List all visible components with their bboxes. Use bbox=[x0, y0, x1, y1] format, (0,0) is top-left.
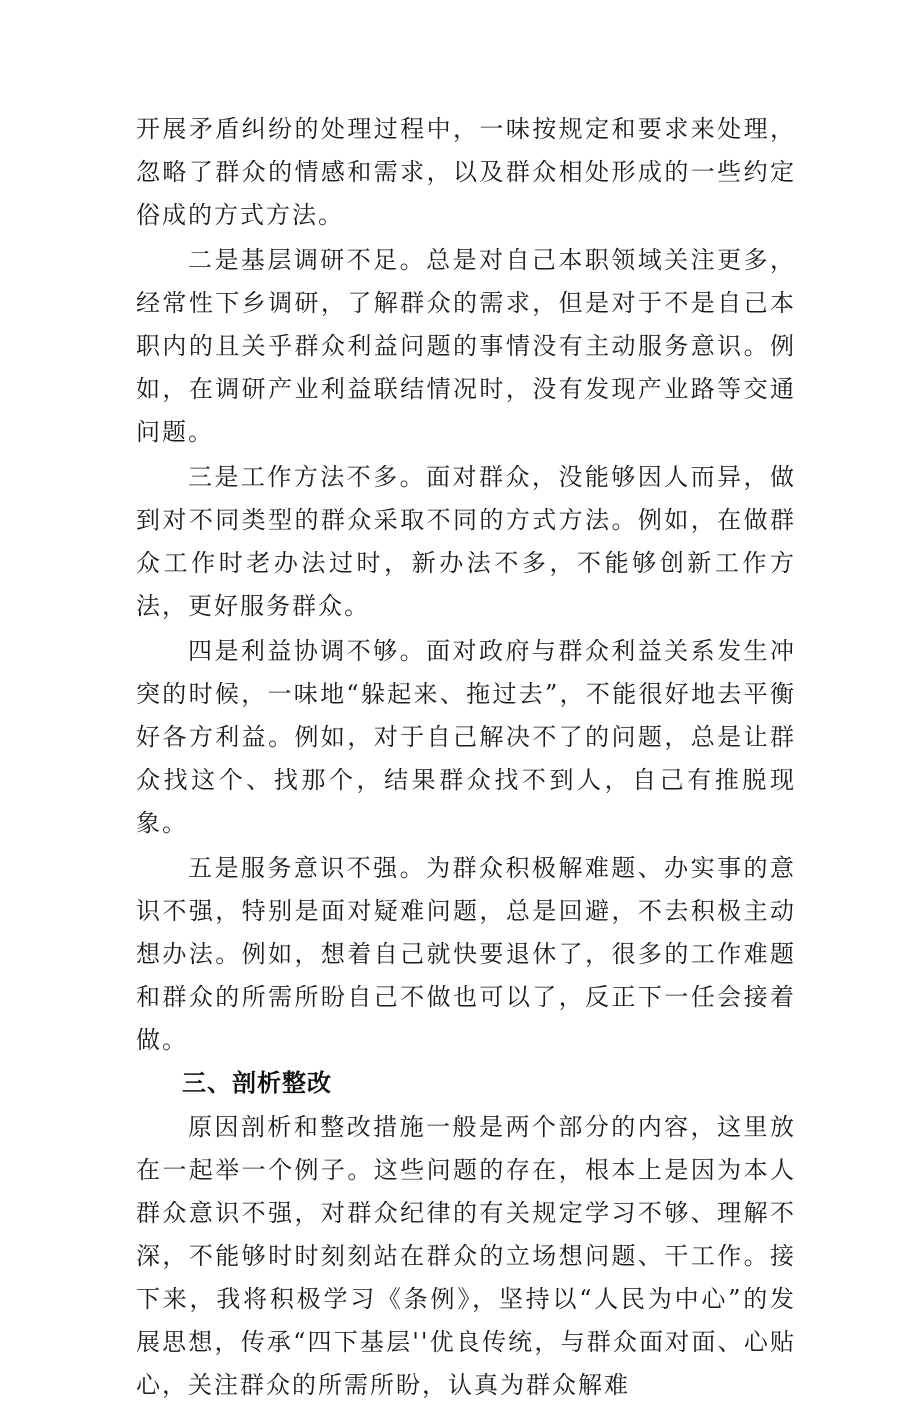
paragraph-work-methods: 三是工作方法不多。面对群众，没能够因人而异，做到对不同类型的群众采取不同的方式方法。例如，在做群众工作时老办法过时，新办法不多，不能够创新工作方法，更好服务群众。 bbox=[136, 463, 796, 620]
paragraph-service-awareness: 五是服务意识不强。为群众积极解难题、办实事的意识不强，特别是面对疑难问题，总是回避，不去积极主动想办法。例如，想着自己就快要退休了，很多的工作难题和群众的所需所盼自己不做也可以了，反正下一任会接着做。 bbox=[136, 854, 796, 1054]
paragraph-continuation: 开展矛盾纠纷的处理过程中，一味按规定和要求来处理，忽略了群众的情感和需求，以及群众相处形成的一些约定俗成的方式方法。 bbox=[136, 115, 796, 229]
document-body bbox=[136, 108, 796, 1407]
paragraph-analysis-rectification: 原因剖析和整改措施一般是两个部分的内容，这里放在一起举一个例子。这些问题的存在，根本上是因为本人群众意识不强，对群众纪律的有关规定学习不够、理解不深，不能够时时刻刻站在群众的立场想问题、干工作。接下来，我将积极学习《条例》，坚持以“人民为中心”的发展思想，传承“四下基层''优良传统，与群众面对面、心贴心，关注群众的所需所盼，认真为群众解难 bbox=[136, 1113, 796, 1399]
section-heading: 三、剖析整改 bbox=[182, 1069, 332, 1097]
paragraph-grassroots-research: 二是基层调研不足。总是对自己本职领域关注更多，经常性下乡调研，了解群众的需求，但是对于不是自己本职内的且关乎群众利益问题的事情没有主动服务意识。例如，在调研产业利益联结情况时，没有发现产业路等交通问题。 bbox=[136, 246, 796, 446]
paragraph-interest-coordination: 四是利益协调不够。面对政府与群众利益关系发生冲突的时候，一味地“躲起来、拖过去”，不能很好地去平衡好各方利益。例如，对于自己解决不了的问题，总是让群众找这个、找那个，结果群众找不到人，自己有推脱现象。 bbox=[136, 637, 796, 837]
